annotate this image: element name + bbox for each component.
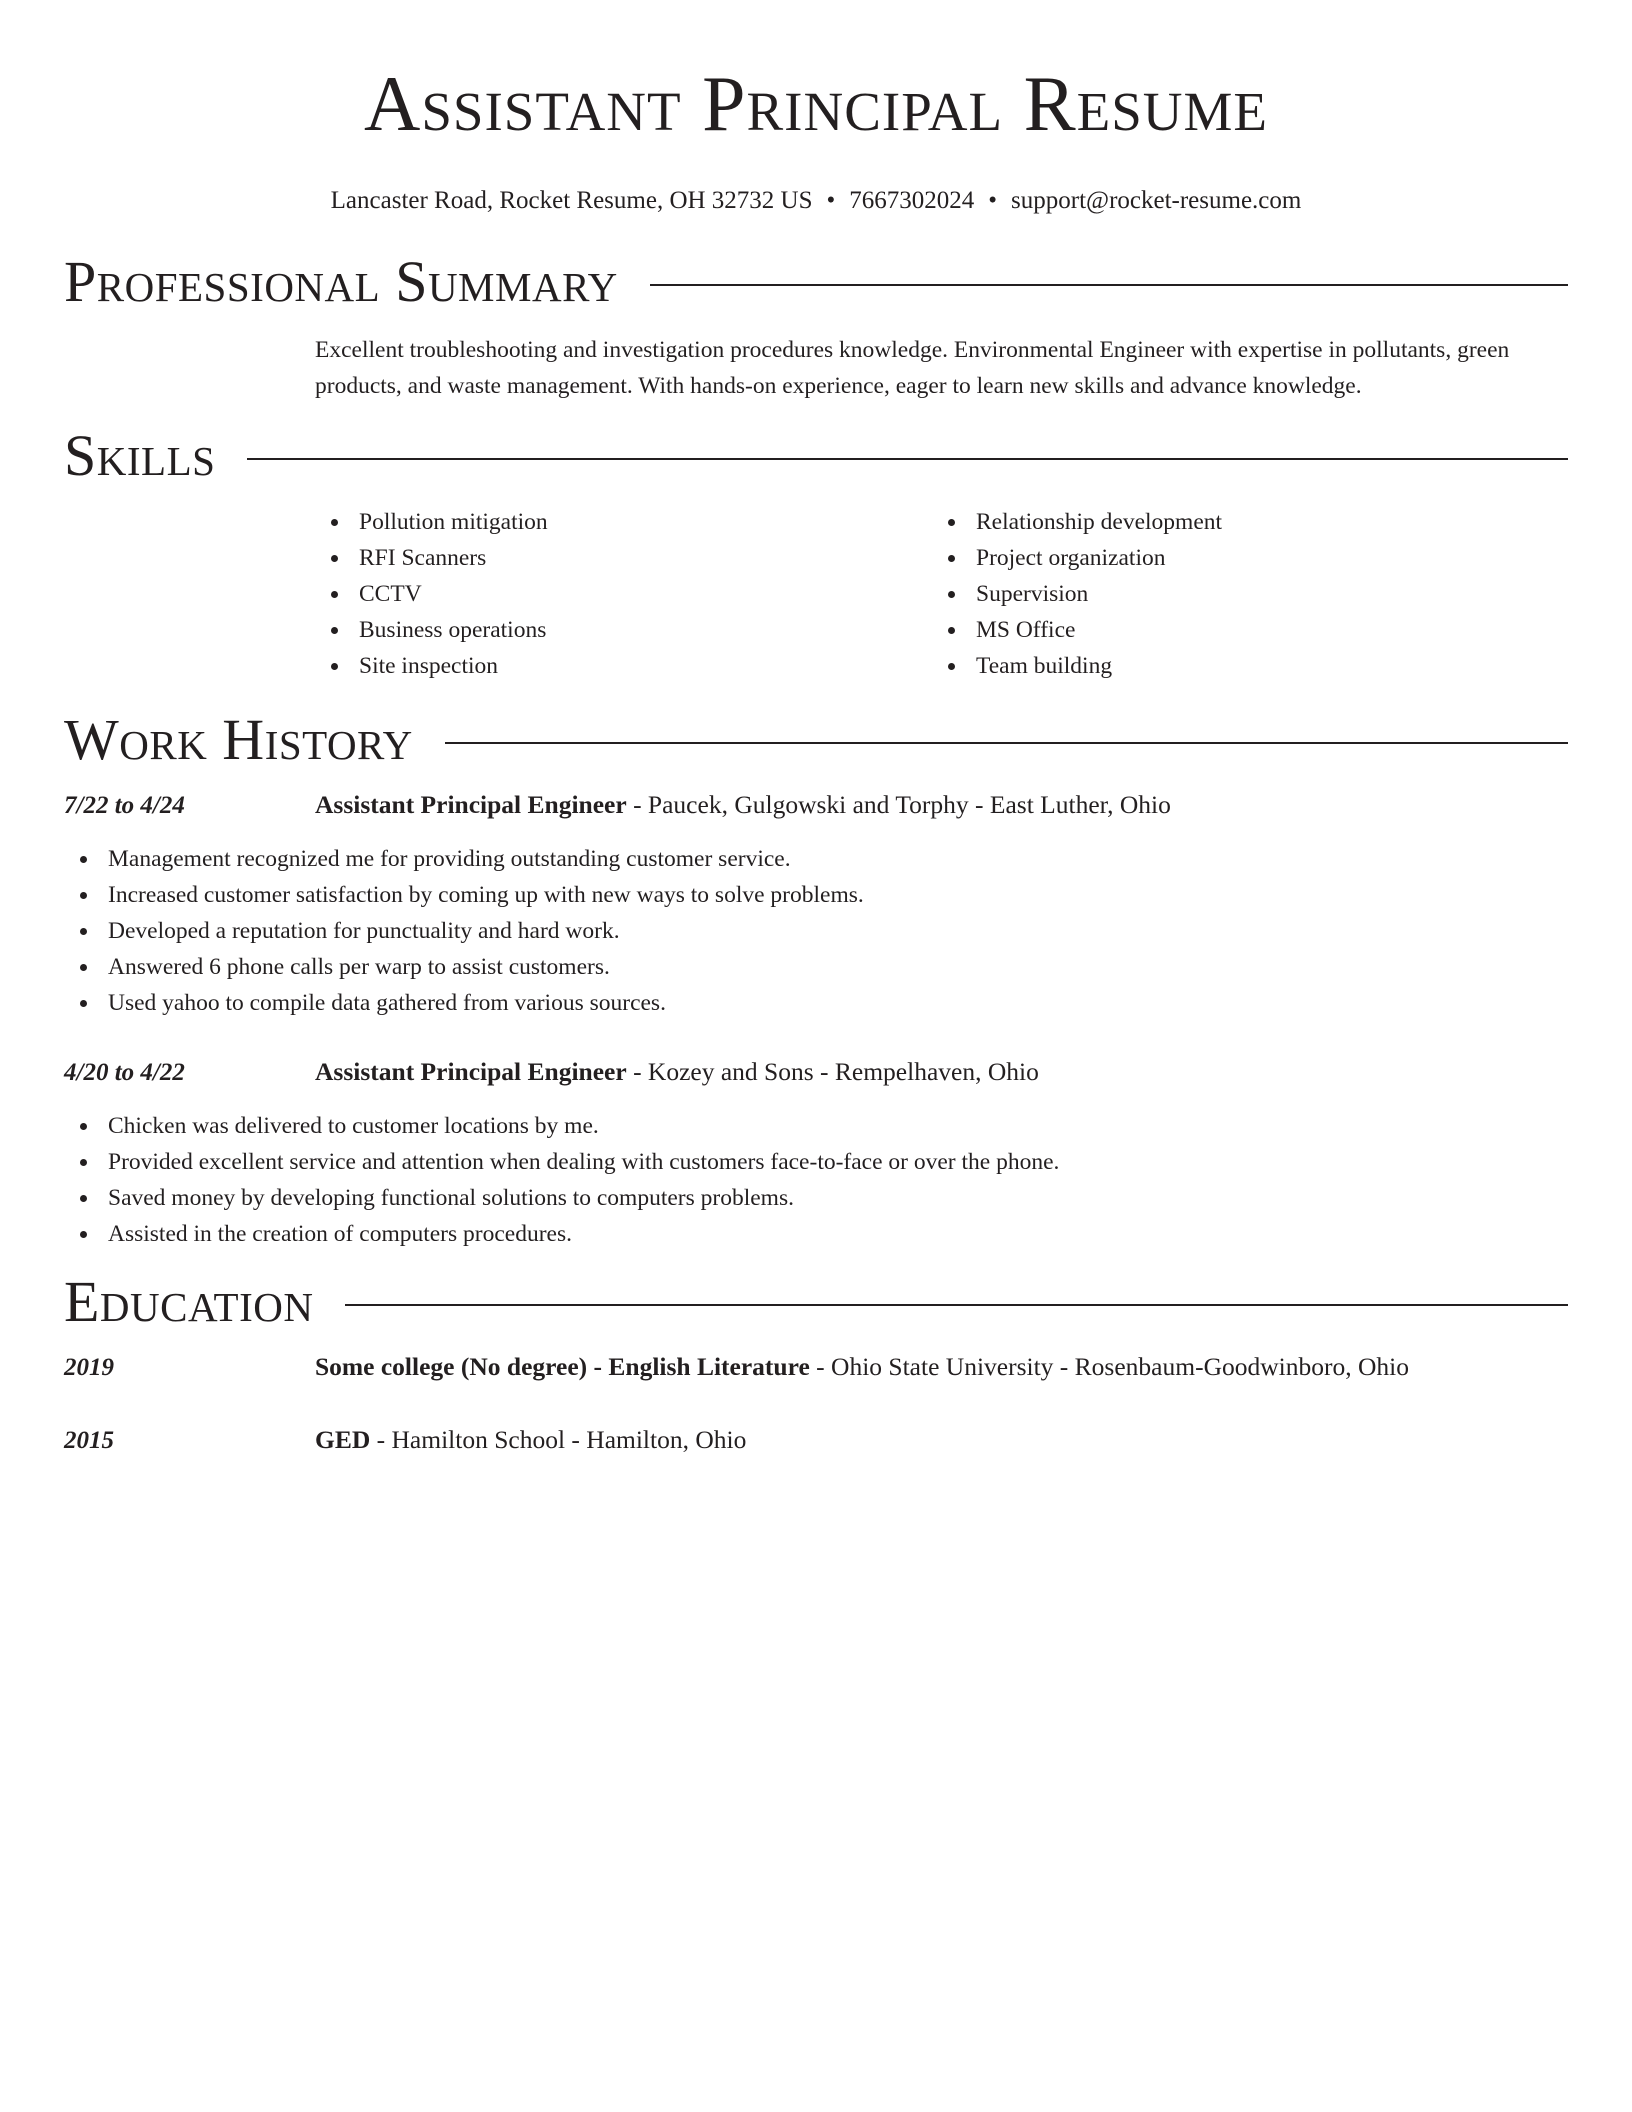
contact-phone: 7667302024 [849,187,975,214]
work-heading: Work History [64,707,413,772]
job-header [64,790,1568,821]
skills-section-header [64,424,1568,488]
contact-separator: • [826,187,836,214]
education-section-header [64,1270,1568,1334]
skills-heading: Skills [64,423,216,488]
job-title: Assistant Principal Engineer [315,790,627,819]
skill-item: Business operations [315,612,932,648]
job-bullet: Increased customer satisfaction by coming up with new ways to solve problems. [64,877,1568,913]
skill-item: RFI Scanners [315,540,932,576]
job-header [64,1057,1568,1088]
education-heading: Education [64,1269,314,1334]
section-divider [445,742,1568,744]
job-title: Assistant Principal Engineer [315,1057,627,1086]
skills-list [315,504,1568,684]
education-line [315,1425,746,1455]
job-entry [64,1057,1568,1252]
education-school: - Hamilton School - Hamilton, Ohio [370,1425,747,1454]
skill-item: MS Office [932,612,1549,648]
job-bullet: Management recognized me for providing outstanding customer service. [64,841,1568,877]
section-divider [650,284,1568,286]
skills-column-right [932,504,1549,684]
job-bullet: Assisted in the creation of computers procedures. [64,1216,1568,1252]
skill-item: Relationship development [932,504,1549,540]
education-year: 2015 [64,1427,114,1454]
contact-email: support@rocket-resume.com [1011,187,1302,214]
job-bullet: Provided excellent service and attention when dealing with customers face-to-face or over the phone. [64,1144,1568,1180]
job-dates: 4/20 to 4/22 [64,1059,185,1086]
education-year: 2019 [64,1354,114,1381]
job-employer: - Paucek, Gulgowski and Torphy - East Luther, Ohio [626,790,1171,819]
education-degree: Some college (No degree) - English Literature [315,1352,810,1381]
summary-heading: Professional Summary [64,249,618,314]
contact-line [64,186,1568,216]
education-entry [64,1352,1568,1383]
skill-item: CCTV [315,576,932,612]
skill-item: Site inspection [315,648,932,684]
skill-item: Project organization [932,540,1549,576]
education-line [315,1352,1409,1382]
job-bullet: Answered 6 phone calls per warp to assist customers. [64,949,1568,985]
summary-text: Excellent troubleshooting and investigation procedures knowledge. Environmental Engineer with expertise in pollutants, green products, and waste management. With hands-on experience, eager to learn new skills and advance knowledge. [315,337,1510,399]
resume-title: Assistant Principal Resume [363,60,1269,147]
contact-address: Lancaster Road, Rocket Resume, OH 32732 US [330,187,813,214]
job-title-line [315,790,1171,820]
job-bullet: Used yahoo to compile data gathered from various sources. [64,985,1568,1021]
contact-separator: • [988,187,998,214]
job-entry [64,790,1568,1021]
skills-column-left [315,504,932,684]
job-bullet: Saved money by developing functional solutions to computers problems. [64,1180,1568,1216]
job-title-line [315,1057,1039,1087]
section-divider [247,458,1568,460]
job-bullets [64,1108,1568,1252]
education-school: - Ohio State University - Rosenbaum-Goodwinboro, Ohio [809,1352,1409,1381]
section-divider [345,1304,1568,1306]
job-bullet: Developed a reputation for punctuality and hard work. [64,913,1568,949]
education-degree: GED [315,1425,371,1454]
skill-item: Team building [932,648,1549,684]
job-bullet: Chicken was delivered to customer locations by me. [64,1108,1568,1144]
work-section-header [64,708,1568,772]
job-bullets [64,841,1568,1021]
job-dates: 7/22 to 4/24 [64,792,185,819]
summary-section-header [64,250,1568,314]
skill-item: Supervision [932,576,1549,612]
education-entry [64,1425,1568,1456]
skill-item: Pollution mitigation [315,504,932,540]
job-employer: - Kozey and Sons - Rempelhaven, Ohio [626,1057,1039,1086]
